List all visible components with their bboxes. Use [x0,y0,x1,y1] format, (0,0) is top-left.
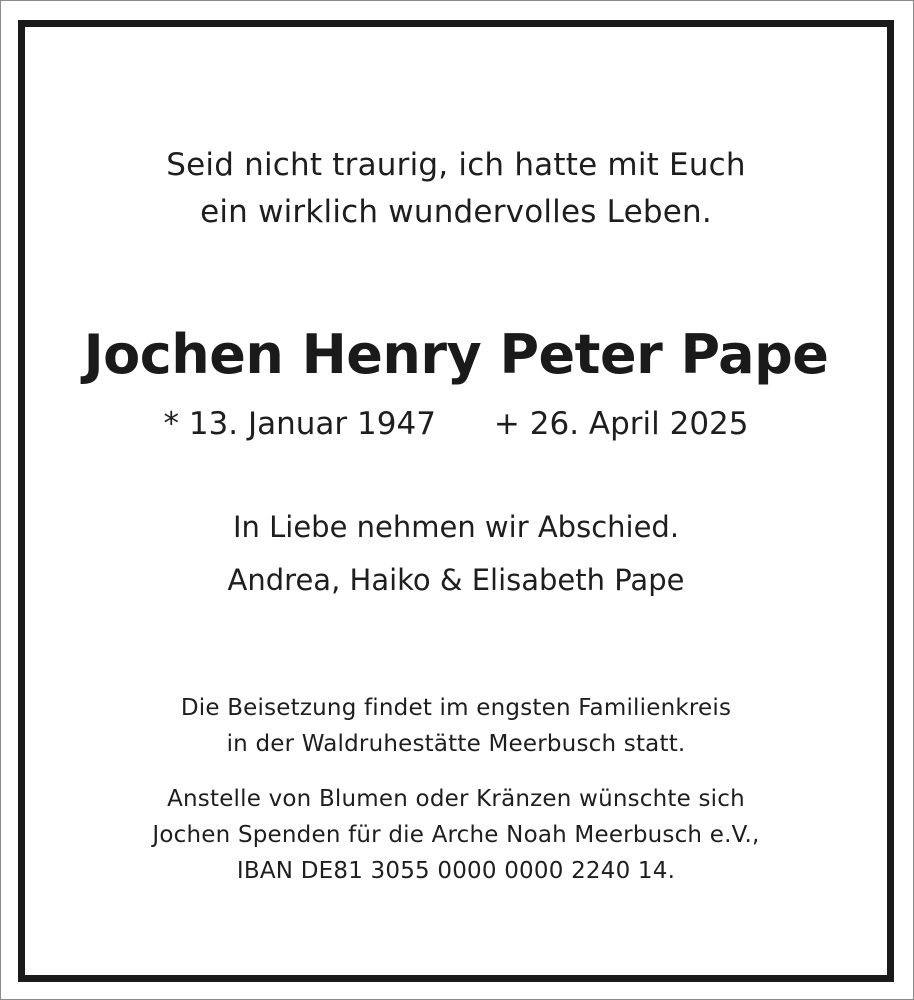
deceased-name: Jochen Henry Peter Pape [83,323,829,386]
funeral-line-2: in der Waldruhestätte Meerbusch statt. [226,731,686,757]
death-date: + 26. April 2025 [493,406,749,442]
farewell-line-1: In Liebe nehmen wir Abschied. [232,510,680,544]
farewell-signatories: Andrea, Haiko & Elisabeth Pape [227,563,685,597]
birth-date: * 13. Januar 1947 [163,406,436,442]
funeral-line-1: Die Beisetzung findet im engsten Familienkreis [180,695,732,721]
donation-line-2: Jochen Spenden für die Arche Noah Meerbusch e.V., [152,822,760,848]
motto-line-1: Seid nicht traurig, ich hatte mit Euch [166,147,746,183]
life-dates [25,406,887,442]
obituary-frame [18,20,894,982]
motto-line-2: ein wirklich wundervolles Leben. [200,194,712,230]
donation-iban: IBAN DE81 3055 0000 0000 2240 14. [236,858,676,884]
donation-line-1: Anstelle von Blumen oder Kränzen wünschte sich [167,786,745,812]
